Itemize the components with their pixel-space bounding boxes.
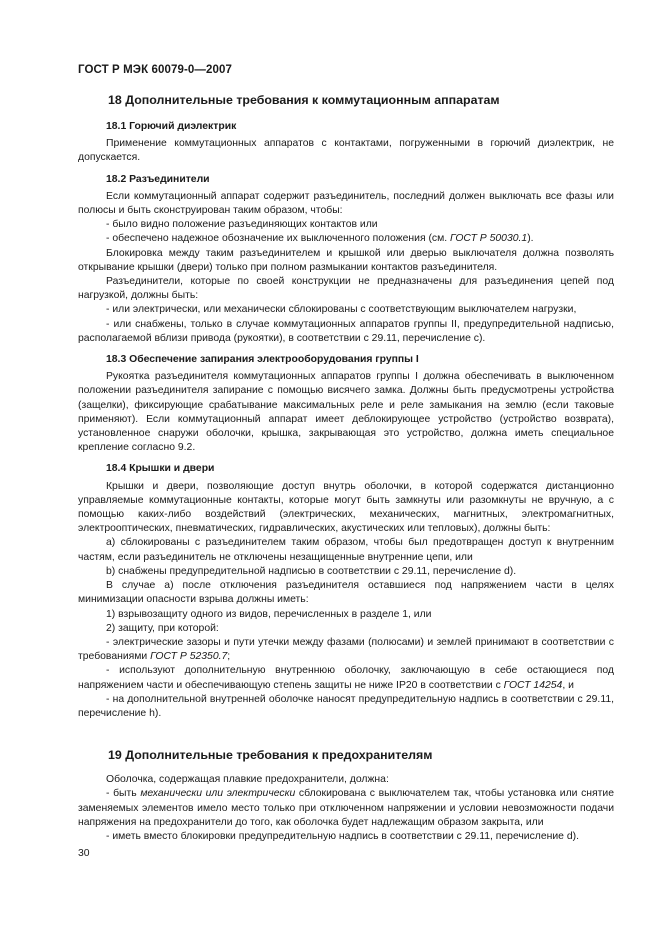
text-fragment: , и	[562, 679, 574, 691]
standard-reference: ГОСТ 14254	[503, 679, 563, 691]
paragraph: В случае а) после отключения разъединителя оставшиеся под напряжением части в целях минимизации опасности взрыва должны иметь:	[78, 580, 614, 606]
list-item: - иметь вместо блокировки предупредительную надпись в соответствии с 29.11, перечисление d).	[106, 830, 579, 842]
paragraph: Оболочка, содержащая плавкие предохранители, должна:	[106, 774, 389, 786]
list-item	[78, 636, 614, 664]
document-header: ГОСТ Р МЭК 60079-0—2007	[78, 64, 232, 76]
page-number: 30	[78, 848, 90, 859]
list-item: а) сблокированы с разъединителем таким образом, чтобы был предотвращен доступ к внутренним частям, если разъединитель не отключены незащищенные внутренние цепи, или	[78, 537, 614, 563]
text-fragment: - обеспечено надежное обозначение их выключенного положения (см.	[106, 233, 451, 245]
paragraph: Разъединители, которые по своей конструкции не предназначены для разъединения цепей под нагрузкой, должны быть:	[78, 276, 614, 302]
paragraph: Блокировка между таким разъединителем и крышкой или дверью выключателя должна позволять открывание крышки (двери) только при полном размыкании контактов разъединителя.	[78, 247, 614, 273]
list-item: - или снабжены, только в случае коммутационных аппаратов группы II, предупредительной надписью, располагаемой вблизи привода (рукоятки), в соответствии с 29.11, перечисление c).	[78, 318, 614, 344]
list-item	[78, 787, 614, 830]
list-item: - или электрически, или механически сблокированы с соответствующим выключателем нагрузки,	[106, 304, 577, 316]
page-content	[78, 92, 614, 844]
subsection-18-2-title: 18.2 Разъединители	[106, 173, 210, 185]
standard-reference: ГОСТ Р 52350.7	[150, 651, 228, 663]
subsection-18-4-title: 18.4 Крышки и двери	[106, 463, 215, 475]
standard-reference: ГОСТ Р 50030.1	[450, 233, 528, 245]
paragraph: Если коммутационный аппарат содержит разъединитель, последний должен выключать все фазы или полюсы и быть сконструирован таким образом, чтобы:	[78, 190, 614, 217]
list-item: - на дополнительной внутренней оболочке наносят предупредительную надпись в соответствии с 29.11, перечисление h).	[78, 693, 614, 719]
paragraph: Рукоятка разъединителя коммутационных аппаратов группы I должна обеспечивать в выключенном положении разъединителя запирание с помощью висячего замка. Должны быть предусмотрены устройства (защелки), фиксирующие срабатывание максимальных реле и реле замыкания на землю (если таковые применяют). Если коммутационный аппарат имеет деблокирующее устройство (устройство возврата), установленное снаружи оболочки, крышка, закрывающая это устройство, должна иметь специальное крепление согласно 9.2.	[78, 371, 614, 454]
list-item	[78, 232, 614, 246]
paragraph: Применение коммутационных аппаратов с контактами, погруженными в горючий диэлектрик, не допускается.	[78, 138, 614, 164]
list-item: 2) защиту, при которой:	[106, 622, 219, 634]
list-item: 1) взрывозащиту одного из видов, перечисленных в разделе 1, или	[106, 608, 432, 620]
text-fragment: ;	[227, 651, 231, 663]
text-fragment: - электрические зазоры и пути утечки между фазами (полюсами) и землей принимают в соответствии с требованиями	[78, 636, 614, 663]
paragraph: Крышки и двери, позволяющие доступ внутрь оболочки, в которой содержатся дистанционно управляемые коммутационные контакты, которые могут быть замкнуты или разомкнуты не вручную, а с помощью каких-либо воздействий (электрических, механических, магнитных, электромагнитных, электрооптических, пневматических, гидравлических, акустических или тепловых), должны быть:	[78, 480, 614, 535]
list-item: b) снабжены предупредительной надписью в соответствии с 29.11, перечисление d).	[106, 565, 517, 577]
list-item: - было видно положение разъединяющих контактов или	[106, 219, 378, 231]
emphasis: механически или электрически	[140, 788, 296, 800]
subsection-18-1-title: 18.1 Горючий диэлектрик	[106, 121, 237, 132]
text-fragment: - быть	[106, 788, 141, 800]
text-fragment: сблокирована с выключателем так, чтобы установка или снятие заменяемых элементов имело место только при отключенном напряжении и условии невозможности подачи напряжения на предохранители до того, как оболочка будет надлежащим образом закрыта, или	[78, 788, 614, 828]
section-19-title: 19 Дополнительные требования к предохранителям	[108, 748, 433, 763]
text-fragment: ).	[527, 233, 534, 245]
list-item	[78, 664, 614, 692]
text-fragment: - используют дополнительную внутреннюю оболочку, заключающую в себе остающиеся под напряжением части и обеспечивающую степень защиты не ниже IP20 в соответствии с	[78, 665, 614, 691]
subsection-18-3-title: 18.3 Обеспечение запирания электрооборудования группы I	[106, 354, 419, 366]
section-18-title: 18 Дополнительные требования к коммутационным аппаратам	[108, 93, 500, 107]
